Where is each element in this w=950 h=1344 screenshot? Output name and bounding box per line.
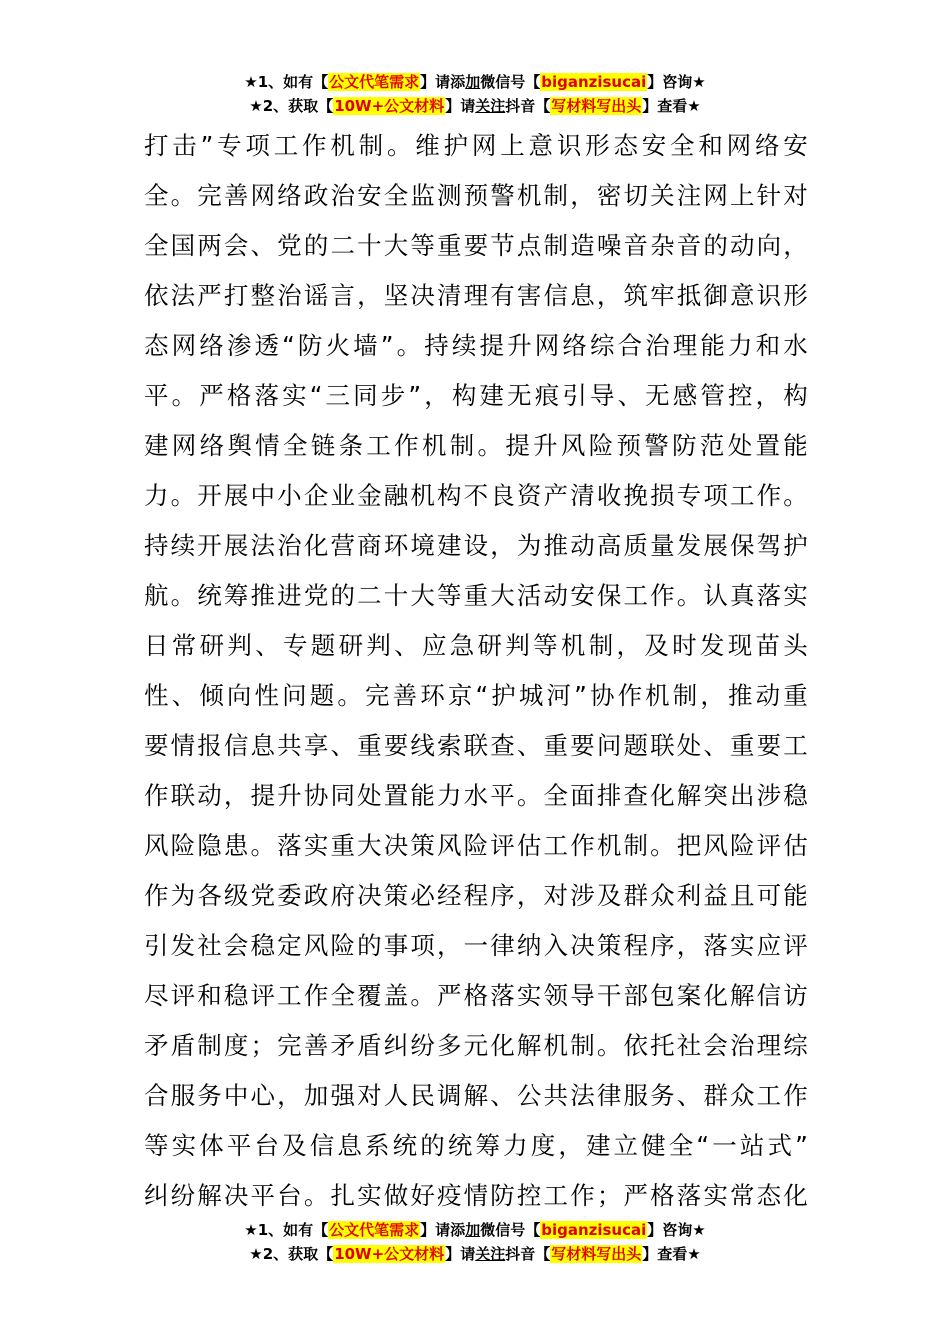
highlight-text: 公文代笔需求: [329, 73, 420, 91]
body-line: 纠纷解决平台。扎实做好疫情防控工作；严格落实常态化: [144, 1181, 808, 1210]
body-line: 作联动，提升协同处置能力水平。全面排查化解突出涉稳: [144, 781, 808, 810]
body-line: 作为各级党委政府决策必经程序，对涉及群众利益且可能: [144, 881, 808, 910]
highlight-text: 10W+公文材料: [334, 1245, 445, 1263]
body-line: 依法严打整治谣言，坚决清理有害信息，筑牢抵御意识形: [144, 281, 808, 310]
banner-text: 】咨询★: [647, 73, 706, 91]
document-body: [144, 121, 808, 1221]
body-line: 要情报信息共享、重要线索联查、重要问题联处、重要工: [144, 731, 808, 760]
underlined-text: 关注: [475, 1245, 506, 1263]
banner-text: 】查看★: [642, 1245, 701, 1263]
body-line: 建网络舆情全链条工作机制。提升风险预警防范处置能: [144, 431, 808, 460]
body-line: 航。统筹推进党的二十大等重大活动安保工作。认真落实: [144, 581, 808, 610]
header-banner: [0, 70, 950, 118]
underlined-text: 关注: [475, 97, 506, 115]
highlight-text: 写材料写出头: [551, 1245, 642, 1263]
banner-text: 抖音【: [505, 97, 551, 115]
body-line: 全。完善网络政治安全监测预警机制，密切关注网上针对: [144, 181, 808, 210]
banner-text: ★2、获取【: [249, 97, 334, 115]
body-line: 矛盾制度；完善矛盾纠纷多元化解机制。依托社会治理综: [144, 1031, 808, 1060]
body-line: 性、倾向性问题。完善环京“护城河”协作机制，推动重: [144, 681, 808, 710]
body-line: 持续开展法治化营商环境建设，为推动高质量发展保驾护: [144, 531, 808, 560]
body-line: 全国两会、党的二十大等重要节点制造噪音杂音的动向，: [144, 231, 808, 260]
underlined-text: 加: [465, 73, 481, 91]
banner-text: 】咨询★: [647, 1221, 706, 1239]
banner-text: ★1、如有【: [244, 1221, 329, 1239]
banner-text: 】请添: [420, 1221, 466, 1239]
body-line: 力。开展中小企业金融机构不良资产清收挽损专项工作。: [144, 481, 808, 510]
banner-text: ★1、如有【: [244, 73, 329, 91]
banner-text: 】请: [445, 1245, 476, 1263]
body-line: 等实体平台及信息系统的统筹力度，建立健全“一站式”: [144, 1131, 808, 1160]
banner-text: 微信号【: [480, 1221, 541, 1239]
underlined-text: 加: [465, 1221, 481, 1239]
banner-line-1: [0, 1218, 950, 1242]
body-line: 风险隐患。落实重大决策风险评估工作机制。把风险评估: [144, 831, 808, 860]
body-line: 平。严格落实“三同步”，构建无痕引导、无感管控，构: [144, 381, 808, 410]
banner-text: ★2、获取【: [249, 1245, 334, 1263]
banner-line-2: [0, 1242, 950, 1266]
banner-text: 】请: [445, 97, 476, 115]
body-line: 日常研判、专题研判、应急研判等机制，及时发现苗头: [144, 631, 808, 660]
footer-banner: [0, 1218, 950, 1266]
banner-text: 微信号【: [480, 73, 541, 91]
highlight-text: biganzisucai: [541, 1221, 647, 1239]
body-line: 态网络渗透“防火墙”。持续提升网络综合治理能力和水: [144, 331, 808, 360]
banner-text: 抖音【: [505, 1245, 551, 1263]
highlight-text: 公文代笔需求: [329, 1221, 420, 1239]
highlight-text: 10W+公文材料: [334, 97, 445, 115]
body-line: 引发社会稳定风险的事项，一律纳入决策程序，落实应评: [144, 931, 808, 960]
banner-line-1: [0, 70, 950, 94]
body-line: 尽评和稳评工作全覆盖。严格落实领导干部包案化解信访: [144, 981, 808, 1010]
banner-line-2: [0, 94, 950, 118]
body-line: 合服务中心，加强对人民调解、公共法律服务、群众工作: [144, 1081, 808, 1110]
banner-text: 】请添: [420, 73, 466, 91]
highlight-text: 写材料写出头: [551, 97, 642, 115]
banner-text: 】查看★: [642, 97, 701, 115]
body-line: 打击”专项工作机制。维护网上意识形态安全和网络安: [144, 131, 808, 160]
highlight-text: biganzisucai: [541, 73, 647, 91]
